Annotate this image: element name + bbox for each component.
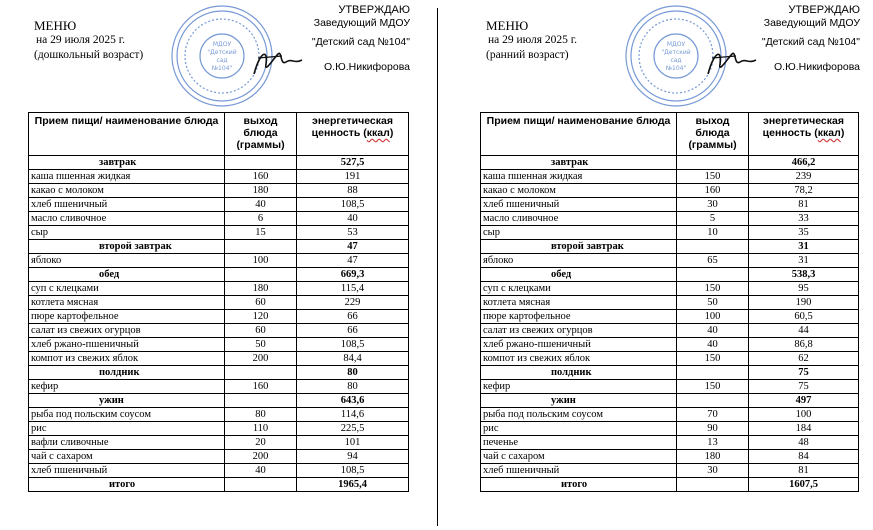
dish-weight: 180 bbox=[225, 184, 297, 198]
dish-weight bbox=[225, 156, 297, 170]
meal-name: завтрак bbox=[29, 156, 225, 170]
dish-name: салат из свежих огурцов bbox=[29, 324, 225, 338]
dish-weight bbox=[225, 366, 297, 380]
dish-weight: 150 bbox=[677, 282, 749, 296]
dish-row bbox=[481, 226, 859, 240]
meal-section-row bbox=[481, 156, 859, 170]
dish-row bbox=[481, 212, 859, 226]
dish-row bbox=[481, 450, 859, 464]
dish-row bbox=[481, 380, 859, 394]
dish-weight bbox=[677, 240, 749, 254]
energy-value: 47 bbox=[297, 240, 409, 254]
dish-weight: 13 bbox=[677, 436, 749, 450]
signature bbox=[248, 44, 308, 80]
menu-title: МЕНЮ bbox=[486, 18, 529, 33]
page-divider bbox=[437, 8, 438, 526]
dish-weight bbox=[225, 478, 297, 492]
dish-row bbox=[29, 184, 409, 198]
dish-name: сыр bbox=[481, 226, 677, 240]
column-header-energy: энергетическая ценность (ккал) bbox=[297, 113, 409, 156]
energy-value: 1607,5 bbox=[749, 478, 859, 492]
energy-value: 190 bbox=[749, 296, 859, 310]
dish-row bbox=[481, 422, 859, 436]
total-row bbox=[481, 478, 859, 492]
energy-value: 1965,4 bbox=[297, 478, 409, 492]
dish-name: масло сливочное bbox=[29, 212, 225, 226]
dish-row bbox=[481, 198, 859, 212]
dish-weight: 60 bbox=[225, 324, 297, 338]
dish-weight: 150 bbox=[677, 380, 749, 394]
menu-date: на 29 июля 2025 г. bbox=[36, 34, 126, 46]
energy-value: 48 bbox=[749, 436, 859, 450]
dish-name: яблоко bbox=[481, 254, 677, 268]
stamp-line-2: "Детский bbox=[207, 49, 237, 56]
menu-age-group: (ранний возраст) bbox=[486, 49, 569, 61]
dish-row bbox=[29, 408, 409, 422]
total-label: итого bbox=[29, 478, 225, 492]
energy-value: 40 bbox=[297, 212, 409, 226]
meal-section-row bbox=[481, 240, 859, 254]
dish-row bbox=[481, 464, 859, 478]
energy-value: 108,5 bbox=[297, 338, 409, 352]
meal-section-row bbox=[29, 366, 409, 380]
dish-weight: 70 bbox=[677, 408, 749, 422]
dish-weight: 200 bbox=[225, 450, 297, 464]
dish-weight bbox=[225, 268, 297, 282]
energy-value: 35 bbox=[749, 226, 859, 240]
dish-row bbox=[29, 254, 409, 268]
energy-value: 86,8 bbox=[749, 338, 859, 352]
meal-section-row bbox=[481, 366, 859, 380]
energy-value: 81 bbox=[749, 198, 859, 212]
dish-name: чай с сахаром bbox=[29, 450, 225, 464]
dish-row bbox=[29, 352, 409, 366]
dish-name: каша пшенная жидкая bbox=[29, 170, 225, 184]
dish-weight: 160 bbox=[225, 380, 297, 394]
dish-weight bbox=[225, 394, 297, 408]
dish-name: хлеб пшеничный bbox=[481, 464, 677, 478]
dish-weight: 40 bbox=[225, 198, 297, 212]
column-header-dish: Прием пищи/ наименование блюда bbox=[481, 113, 677, 156]
meal-name: ужин bbox=[29, 394, 225, 408]
energy-value: 191 bbox=[297, 170, 409, 184]
energy-value: 80 bbox=[297, 366, 409, 380]
dish-row bbox=[481, 408, 859, 422]
dish-weight: 50 bbox=[677, 296, 749, 310]
stamp-line-1: МДОУ bbox=[666, 41, 686, 48]
dish-row bbox=[29, 450, 409, 464]
dish-weight: 60 bbox=[225, 296, 297, 310]
column-header-dish: Прием пищи/ наименование блюда bbox=[29, 113, 225, 156]
dish-weight: 5 bbox=[677, 212, 749, 226]
dish-row bbox=[29, 170, 409, 184]
dish-row bbox=[481, 436, 859, 450]
approval-title: УТВЕРЖДАЮ bbox=[338, 4, 410, 16]
dish-weight: 15 bbox=[225, 226, 297, 240]
approval-block bbox=[312, 4, 410, 74]
meal-section-row bbox=[481, 268, 859, 282]
dish-name: рис bbox=[481, 422, 677, 436]
approval-position: Заведующий МДОУ bbox=[313, 17, 410, 29]
energy-value: 75 bbox=[749, 366, 859, 380]
energy-value: 33 bbox=[749, 212, 859, 226]
energy-value: 75 bbox=[749, 380, 859, 394]
meal-name: второй завтрак bbox=[29, 240, 225, 254]
dish-row bbox=[29, 324, 409, 338]
energy-value: 66 bbox=[297, 324, 409, 338]
energy-value: 53 bbox=[297, 226, 409, 240]
dish-name: какао с молоком bbox=[481, 184, 677, 198]
energy-value: 115,4 bbox=[297, 282, 409, 296]
meal-name: полдник bbox=[29, 366, 225, 380]
energy-value: 108,5 bbox=[297, 464, 409, 478]
energy-value: 31 bbox=[749, 240, 859, 254]
approval-signatory: О.Ю.Никифорова bbox=[324, 61, 410, 73]
dish-name: каша пшенная жидкая bbox=[481, 170, 677, 184]
menu-table bbox=[28, 112, 409, 492]
column-header-energy: энергетическая ценность (ккал) bbox=[749, 113, 859, 156]
dish-weight: 40 bbox=[677, 324, 749, 338]
dish-row bbox=[29, 380, 409, 394]
meal-name: второй завтрак bbox=[481, 240, 677, 254]
meal-name: обед bbox=[29, 268, 225, 282]
approval-block bbox=[762, 4, 860, 74]
energy-value: 497 bbox=[749, 394, 859, 408]
dish-weight: 120 bbox=[225, 310, 297, 324]
dish-row bbox=[481, 282, 859, 296]
dish-row bbox=[481, 296, 859, 310]
total-label: итого bbox=[481, 478, 677, 492]
approval-position: Заведующий МДОУ bbox=[763, 17, 860, 29]
dish-name: хлеб пшеничный bbox=[29, 198, 225, 212]
meal-name: обед bbox=[481, 268, 677, 282]
dish-weight: 50 bbox=[225, 338, 297, 352]
menu-table bbox=[480, 112, 859, 492]
dish-name: хлеб пшеничный bbox=[481, 198, 677, 212]
dish-name: какао с молоком bbox=[29, 184, 225, 198]
dish-name: компот из свежих яблок bbox=[29, 352, 225, 366]
energy-value: 527,5 bbox=[297, 156, 409, 170]
dish-name: печенье bbox=[481, 436, 677, 450]
dish-row bbox=[481, 338, 859, 352]
dish-row bbox=[29, 464, 409, 478]
energy-value: 95 bbox=[749, 282, 859, 296]
energy-value: 239 bbox=[749, 170, 859, 184]
dish-weight: 180 bbox=[677, 450, 749, 464]
dish-weight bbox=[225, 240, 297, 254]
approval-organization: "Детский сад №104" bbox=[761, 36, 860, 48]
dish-row bbox=[481, 324, 859, 338]
energy-value: 229 bbox=[297, 296, 409, 310]
dish-weight: 40 bbox=[677, 338, 749, 352]
meal-name: ужин bbox=[481, 394, 677, 408]
dish-weight: 10 bbox=[677, 226, 749, 240]
dish-row bbox=[29, 226, 409, 240]
dish-name: вафли сливочные bbox=[29, 436, 225, 450]
energy-value: 44 bbox=[749, 324, 859, 338]
dish-name: рыба под польским соусом bbox=[481, 408, 677, 422]
dish-weight: 150 bbox=[677, 352, 749, 366]
dish-weight: 30 bbox=[677, 198, 749, 212]
approval-signatory: О.Ю.Никифорова bbox=[774, 61, 860, 73]
dish-weight bbox=[677, 394, 749, 408]
dish-name: пюре картофельное bbox=[481, 310, 677, 324]
meal-section-row bbox=[29, 240, 409, 254]
column-header-weight: выход блюда (граммы) bbox=[225, 113, 297, 156]
column-header-weight: выход блюда (граммы) bbox=[677, 113, 749, 156]
dish-row bbox=[29, 198, 409, 212]
dish-weight: 200 bbox=[225, 352, 297, 366]
energy-value: 225,5 bbox=[297, 422, 409, 436]
dish-name: салат из свежих огурцов bbox=[481, 324, 677, 338]
menu-date: на 29 июля 2025 г. bbox=[488, 34, 578, 46]
stamp-line-4: №104" bbox=[211, 65, 233, 72]
dish-weight: 100 bbox=[225, 254, 297, 268]
energy-value: 47 bbox=[297, 254, 409, 268]
energy-value: 81 bbox=[749, 464, 859, 478]
dish-name: пюре картофельное bbox=[29, 310, 225, 324]
energy-value: 80 bbox=[297, 380, 409, 394]
energy-value: 84 bbox=[749, 450, 859, 464]
meal-name: завтрак bbox=[481, 156, 677, 170]
dish-name: сыр bbox=[29, 226, 225, 240]
approval-title: УТВЕРЖДАЮ bbox=[788, 4, 860, 16]
dish-row bbox=[29, 436, 409, 450]
dish-row bbox=[481, 310, 859, 324]
meal-section-row bbox=[29, 394, 409, 408]
dish-name: хлеб ржано-пшеничный bbox=[29, 338, 225, 352]
dish-weight: 6 bbox=[225, 212, 297, 226]
dish-weight: 150 bbox=[677, 170, 749, 184]
dish-weight: 30 bbox=[677, 464, 749, 478]
energy-value: 538,3 bbox=[749, 268, 859, 282]
dish-name: чай с сахаром bbox=[481, 450, 677, 464]
meal-section-row bbox=[481, 394, 859, 408]
dish-name: котлета мясная bbox=[481, 296, 677, 310]
energy-value: 66 bbox=[297, 310, 409, 324]
dish-row bbox=[481, 184, 859, 198]
meal-name: полдник bbox=[481, 366, 677, 380]
dish-name: компот из свежих яблок bbox=[481, 352, 677, 366]
energy-value: 669,3 bbox=[297, 268, 409, 282]
energy-value: 60,5 bbox=[749, 310, 859, 324]
dish-row bbox=[29, 422, 409, 436]
dish-name: кефир bbox=[481, 380, 677, 394]
approval-organization: "Детский сад №104" bbox=[311, 36, 410, 48]
dish-name: хлеб ржано-пшеничный bbox=[481, 338, 677, 352]
stamp-line-3: сад bbox=[670, 57, 682, 64]
menu-title: МЕНЮ bbox=[34, 18, 77, 33]
energy-value: 101 bbox=[297, 436, 409, 450]
energy-value: 108,5 bbox=[297, 198, 409, 212]
dish-name: яблоко bbox=[29, 254, 225, 268]
energy-value: 78,2 bbox=[749, 184, 859, 198]
dish-weight bbox=[677, 478, 749, 492]
dish-weight: 20 bbox=[225, 436, 297, 450]
dish-row bbox=[29, 282, 409, 296]
dish-row bbox=[29, 338, 409, 352]
stamp-line-2: "Детский bbox=[661, 49, 691, 56]
dish-row bbox=[29, 310, 409, 324]
stamp-line-3: сад bbox=[216, 57, 228, 64]
dish-weight: 90 bbox=[677, 422, 749, 436]
energy-value: 88 bbox=[297, 184, 409, 198]
dish-weight: 110 bbox=[225, 422, 297, 436]
dish-name: суп с клецками bbox=[29, 282, 225, 296]
dish-weight: 40 bbox=[225, 464, 297, 478]
dish-weight: 65 bbox=[677, 254, 749, 268]
dish-weight: 160 bbox=[677, 184, 749, 198]
meal-section-row bbox=[29, 268, 409, 282]
dish-row bbox=[481, 170, 859, 184]
dish-row bbox=[481, 352, 859, 366]
dish-weight bbox=[677, 268, 749, 282]
energy-value: 84,4 bbox=[297, 352, 409, 366]
dish-row bbox=[29, 296, 409, 310]
total-row bbox=[29, 478, 409, 492]
menu-heading bbox=[486, 18, 577, 63]
dish-row bbox=[29, 212, 409, 226]
energy-value: 184 bbox=[749, 422, 859, 436]
stamp-line-1: МДОУ bbox=[212, 41, 232, 48]
menu-heading bbox=[34, 18, 143, 63]
dish-name: хлеб пшеничный bbox=[29, 464, 225, 478]
dish-name: рыба под польским соусом bbox=[29, 408, 225, 422]
dish-weight: 100 bbox=[677, 310, 749, 324]
energy-value: 62 bbox=[749, 352, 859, 366]
stamp-line-4: №104" bbox=[665, 65, 687, 72]
dish-weight: 160 bbox=[225, 170, 297, 184]
dish-name: суп с клецками bbox=[481, 282, 677, 296]
dish-name: кефир bbox=[29, 380, 225, 394]
dish-row bbox=[481, 254, 859, 268]
energy-value: 466,2 bbox=[749, 156, 859, 170]
dish-name: рис bbox=[29, 422, 225, 436]
dish-weight bbox=[677, 156, 749, 170]
signature bbox=[702, 44, 762, 80]
dish-name: котлета мясная bbox=[29, 296, 225, 310]
energy-value: 94 bbox=[297, 450, 409, 464]
meal-section-row bbox=[29, 156, 409, 170]
energy-value: 100 bbox=[749, 408, 859, 422]
energy-value: 114,6 bbox=[297, 408, 409, 422]
dish-weight bbox=[677, 366, 749, 380]
energy-value: 643,6 bbox=[297, 394, 409, 408]
dish-weight: 80 bbox=[225, 408, 297, 422]
menu-age-group: (дошкольный возраст) bbox=[34, 49, 144, 61]
dish-weight: 180 bbox=[225, 282, 297, 296]
energy-value: 31 bbox=[749, 254, 859, 268]
dish-name: масло сливочное bbox=[481, 212, 677, 226]
